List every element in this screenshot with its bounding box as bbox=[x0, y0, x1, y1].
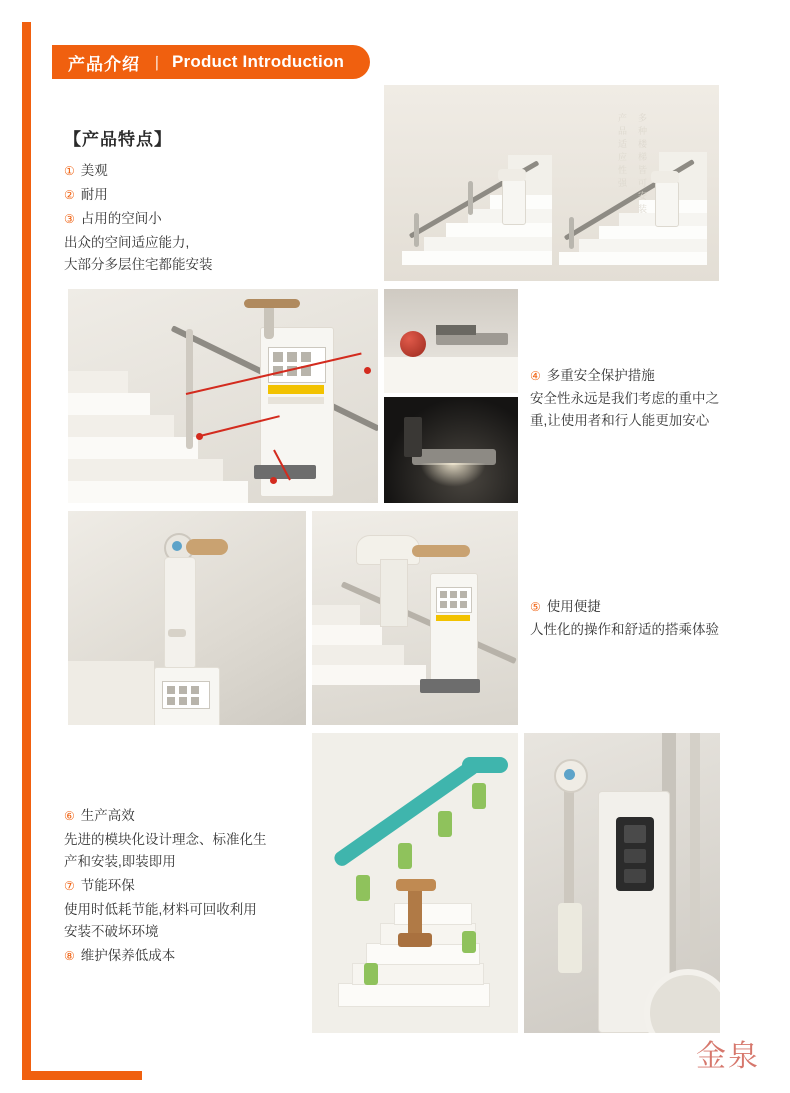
caption-number: ⑥ bbox=[64, 809, 75, 823]
photo-stairlift-two-staircase-models: 产品适应性强 多种楼梯皆可安装 bbox=[384, 85, 719, 281]
caption-convenience bbox=[530, 596, 740, 641]
photo-stairlift-safety-sensors-diagram bbox=[68, 289, 378, 503]
caption-line2: 重,让使用者和行人能更加安心 bbox=[530, 413, 710, 428]
list-item bbox=[64, 160, 364, 182]
list-number: ③ bbox=[64, 212, 75, 226]
caption-production-line2: 产和安装,即装即用 bbox=[64, 854, 176, 869]
caption-title: 多重安全保护措施 bbox=[546, 368, 655, 383]
features-note-line2: 大部分多层住宅都能安装 bbox=[64, 257, 213, 272]
caption-number: ⑧ bbox=[64, 949, 75, 963]
list-number: ② bbox=[64, 188, 75, 202]
photo-isometric-stair-rail-illustration bbox=[312, 733, 518, 1033]
banner-title-en: Product Introduction bbox=[172, 52, 345, 71]
photo-folded-seat-closeup bbox=[68, 511, 306, 725]
photo-control-panel-closeup bbox=[524, 733, 720, 1033]
list-label: 占用的空间小 bbox=[80, 211, 162, 226]
banner-separator: 丨 bbox=[149, 55, 166, 73]
photo-obstacle-sensor-ball-test bbox=[384, 289, 518, 393]
bottom-accent-bar bbox=[22, 1071, 142, 1080]
list-item bbox=[64, 184, 364, 206]
caption-line1: 安全性永远是我们考虑的重中之 bbox=[530, 391, 719, 406]
list-number: ① bbox=[64, 164, 75, 178]
list-item bbox=[64, 208, 364, 230]
photo-under-carriage-sensor-light bbox=[384, 397, 518, 503]
caption-number: ④ bbox=[530, 369, 541, 383]
features-heading: 【产品特点】 bbox=[64, 130, 172, 149]
caption-energy-line1: 使用时低耗节能,材料可回收利用 bbox=[64, 902, 257, 917]
features-list bbox=[64, 160, 364, 276]
caption-production-group bbox=[64, 805, 294, 969]
caption-number: ⑦ bbox=[64, 879, 75, 893]
caption-production-line1: 先进的模块化设计理念、标准化生 bbox=[64, 832, 267, 847]
banner-title-cn: 产品介绍 bbox=[68, 54, 140, 74]
caption-title: 节能环保 bbox=[80, 878, 135, 893]
list-label: 耐用 bbox=[80, 187, 108, 202]
caption-maintenance bbox=[64, 945, 294, 967]
left-accent-bar bbox=[22, 22, 31, 1071]
caption-line1: 人性化的操作和舒适的搭乘体验 bbox=[530, 622, 719, 637]
caption-number: ⑤ bbox=[530, 600, 541, 614]
brand-logo: 金泉 bbox=[696, 1039, 760, 1074]
section-banner bbox=[52, 45, 370, 79]
caption-energy-line2: 安装不破坏环境 bbox=[64, 924, 159, 939]
caption-title: 使用便捷 bbox=[546, 599, 601, 614]
features-note-line1: 出众的空间适应能力, bbox=[64, 235, 190, 250]
caption-production bbox=[64, 805, 294, 827]
photo-stairlift-seat-on-stairs bbox=[312, 511, 518, 725]
caption-title: 生产高效 bbox=[80, 808, 135, 823]
caption-energy bbox=[64, 875, 294, 897]
caption-title: 维护保养低成本 bbox=[80, 948, 176, 963]
list-label: 美观 bbox=[80, 163, 108, 178]
caption-safety bbox=[530, 365, 740, 432]
